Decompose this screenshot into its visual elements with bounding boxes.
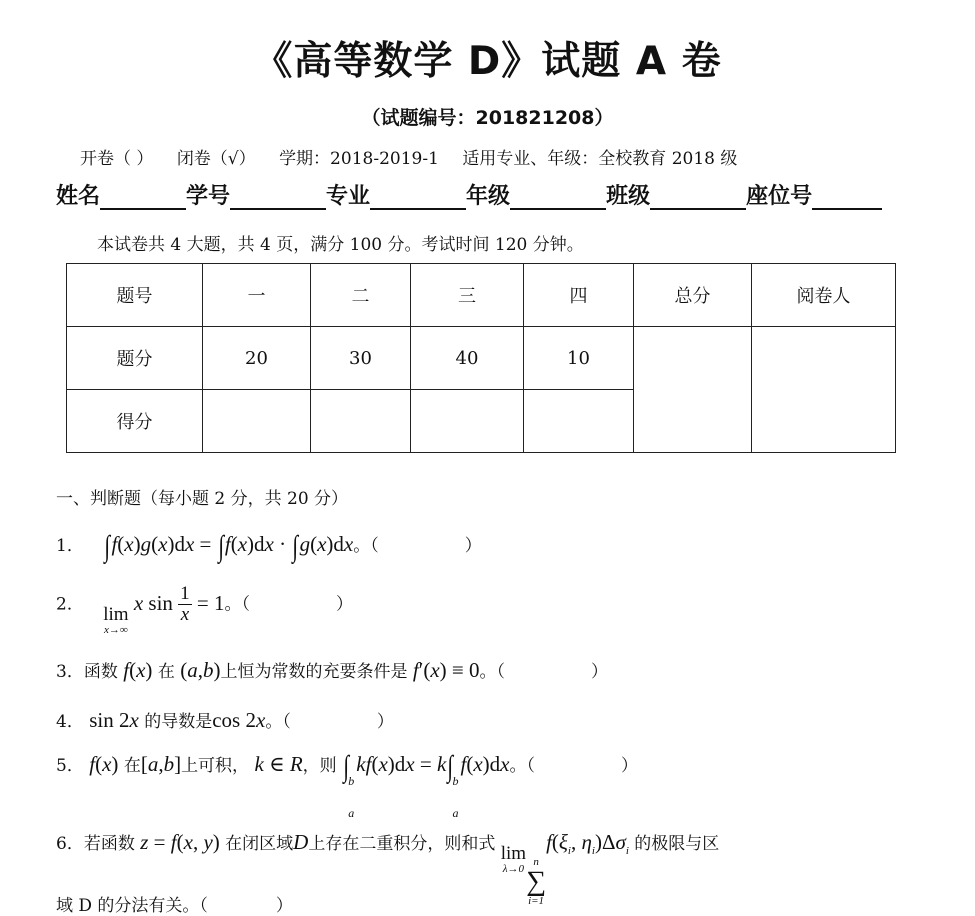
exam-title: 《高等数学 D》试题 A 卷: [253, 39, 722, 84]
meta-closed-book: 闭卷（√）: [176, 149, 256, 169]
question-number: 4．: [56, 712, 84, 732]
cell-grader[interactable]: [752, 327, 896, 453]
cell-header: 四: [524, 264, 634, 327]
question-text: 域 D 的分法有关。（ ）: [56, 896, 293, 916]
paren-close: ）: [336, 594, 354, 615]
score-table: [66, 263, 896, 453]
period: 。: [479, 662, 497, 682]
class-blank[interactable]: [650, 184, 746, 210]
label-class: 班级: [606, 184, 651, 209]
question-number: 2．: [56, 594, 84, 615]
question-text: 在: [157, 662, 175, 682]
cell-header: 一: [203, 264, 311, 327]
table-row-header: [67, 264, 896, 327]
cell-header: 题号: [67, 264, 203, 327]
question-number: 5．: [56, 756, 84, 776]
question-5: [56, 752, 638, 819]
cell-total-score[interactable]: [634, 327, 752, 453]
paren-open: （: [526, 756, 535, 776]
question-number: 3．: [56, 662, 84, 682]
question-4: [56, 710, 394, 731]
exam-meta: [80, 144, 755, 169]
meta-open-book: 开卷（ ）: [80, 149, 154, 169]
cell-points: 30: [311, 327, 411, 390]
cell-row-label: 题分: [67, 327, 203, 390]
formula: ∫ b a kf(x)dx = k∫ b a f(x)dx: [343, 750, 510, 820]
question-text: 上可积，: [181, 756, 250, 776]
question-text: 在闭区域: [225, 834, 294, 854]
major-blank[interactable]: [370, 184, 466, 210]
paren-open: （: [282, 712, 291, 732]
question-text: ，则: [302, 756, 337, 776]
formula: D: [293, 830, 309, 854]
exam-intro: 本试卷共 4 大题，共 4 页，满分 100 分。考试时间 120 分钟。: [97, 235, 584, 255]
meta-term: 学期：2018-2019-1: [279, 149, 439, 169]
cell-header: 阅卷人: [752, 264, 896, 327]
cell-points: 20: [203, 327, 311, 390]
label-student-id: 学号: [186, 184, 231, 209]
formula: ∫f(x)g(x)dx = ∫f(x)dx · ∫g(x)dx: [104, 530, 354, 563]
name-blank[interactable]: [100, 184, 186, 210]
question-text: 上存在二重积分，则和式: [308, 834, 496, 854]
formula: [a,b]: [140, 752, 182, 776]
seat-blank[interactable]: [812, 184, 882, 210]
cell-score-entry[interactable]: [524, 390, 634, 453]
question-6-continuation: [56, 888, 456, 916]
cell-header: 二: [311, 264, 411, 327]
period: 。: [509, 756, 527, 776]
question-text: 函数: [83, 662, 118, 682]
question-3: [56, 660, 608, 681]
formula: sin 2x: [89, 708, 139, 732]
exam-code: （试题编号：201821208）: [361, 107, 614, 129]
period: 。: [224, 594, 242, 615]
formula: lim x→∞ x sin $\frac{1}{x}$ = 1: [103, 583, 225, 636]
cell-header: 三: [411, 264, 524, 327]
question-text: 上恒为常数的充要条件是: [220, 662, 408, 682]
question-number: 1．: [56, 536, 84, 556]
section-heading: 一、判断题（每小题 2 分，共 20 分）: [56, 489, 349, 509]
question-text: 在: [123, 756, 141, 776]
student-info-line: [56, 178, 911, 210]
formula: (a,b): [180, 658, 221, 682]
label-seat: 座位号: [746, 184, 813, 209]
cell-row-label: 得分: [67, 390, 203, 453]
cell-score-entry[interactable]: [203, 390, 311, 453]
question-text: 的导数是: [144, 712, 213, 732]
grade-blank[interactable]: [510, 184, 606, 210]
paren-open: （: [241, 594, 251, 615]
cell-points: 40: [411, 327, 524, 390]
formula: k ∈ R: [254, 752, 303, 776]
label-grade: 年级: [466, 184, 511, 209]
question-text: 的极限与区: [634, 834, 720, 854]
cell-points: 10: [524, 327, 634, 390]
label-name: 姓名: [56, 184, 101, 209]
formula: f′(x) ≡ 0: [412, 658, 480, 682]
label-major: 专业: [326, 184, 371, 209]
formula: f(x): [89, 752, 119, 776]
formula: cos 2x: [212, 708, 266, 732]
paren-open: （: [370, 536, 379, 556]
meta-major: 适用专业、年级：全校教育 2018 级: [462, 149, 738, 169]
paren-open: （: [496, 662, 505, 682]
paren-close: ）: [376, 712, 394, 732]
cell-score-entry[interactable]: [411, 390, 524, 453]
formula: z = f(x, y): [140, 830, 220, 854]
period: 。: [353, 536, 371, 556]
question-text: 若函数: [83, 834, 135, 854]
question-number: 6．: [56, 834, 84, 854]
paren-close: ）: [590, 662, 608, 682]
paren-close: ）: [621, 756, 638, 776]
question-1: [56, 532, 482, 562]
formula: lim λ→0 n ∑ i=1 $f(\xi_i$, $\eta_i)\Delta\sigma_i$: [500, 830, 629, 907]
question-2: [56, 584, 353, 636]
table-row-points: [67, 327, 896, 390]
period: 。: [265, 712, 283, 732]
formula: f(x): [123, 658, 153, 682]
cell-score-entry[interactable]: [311, 390, 411, 453]
paren-close: ）: [464, 536, 482, 556]
student-id-blank[interactable]: [230, 184, 326, 210]
cell-header: 总分: [634, 264, 752, 327]
